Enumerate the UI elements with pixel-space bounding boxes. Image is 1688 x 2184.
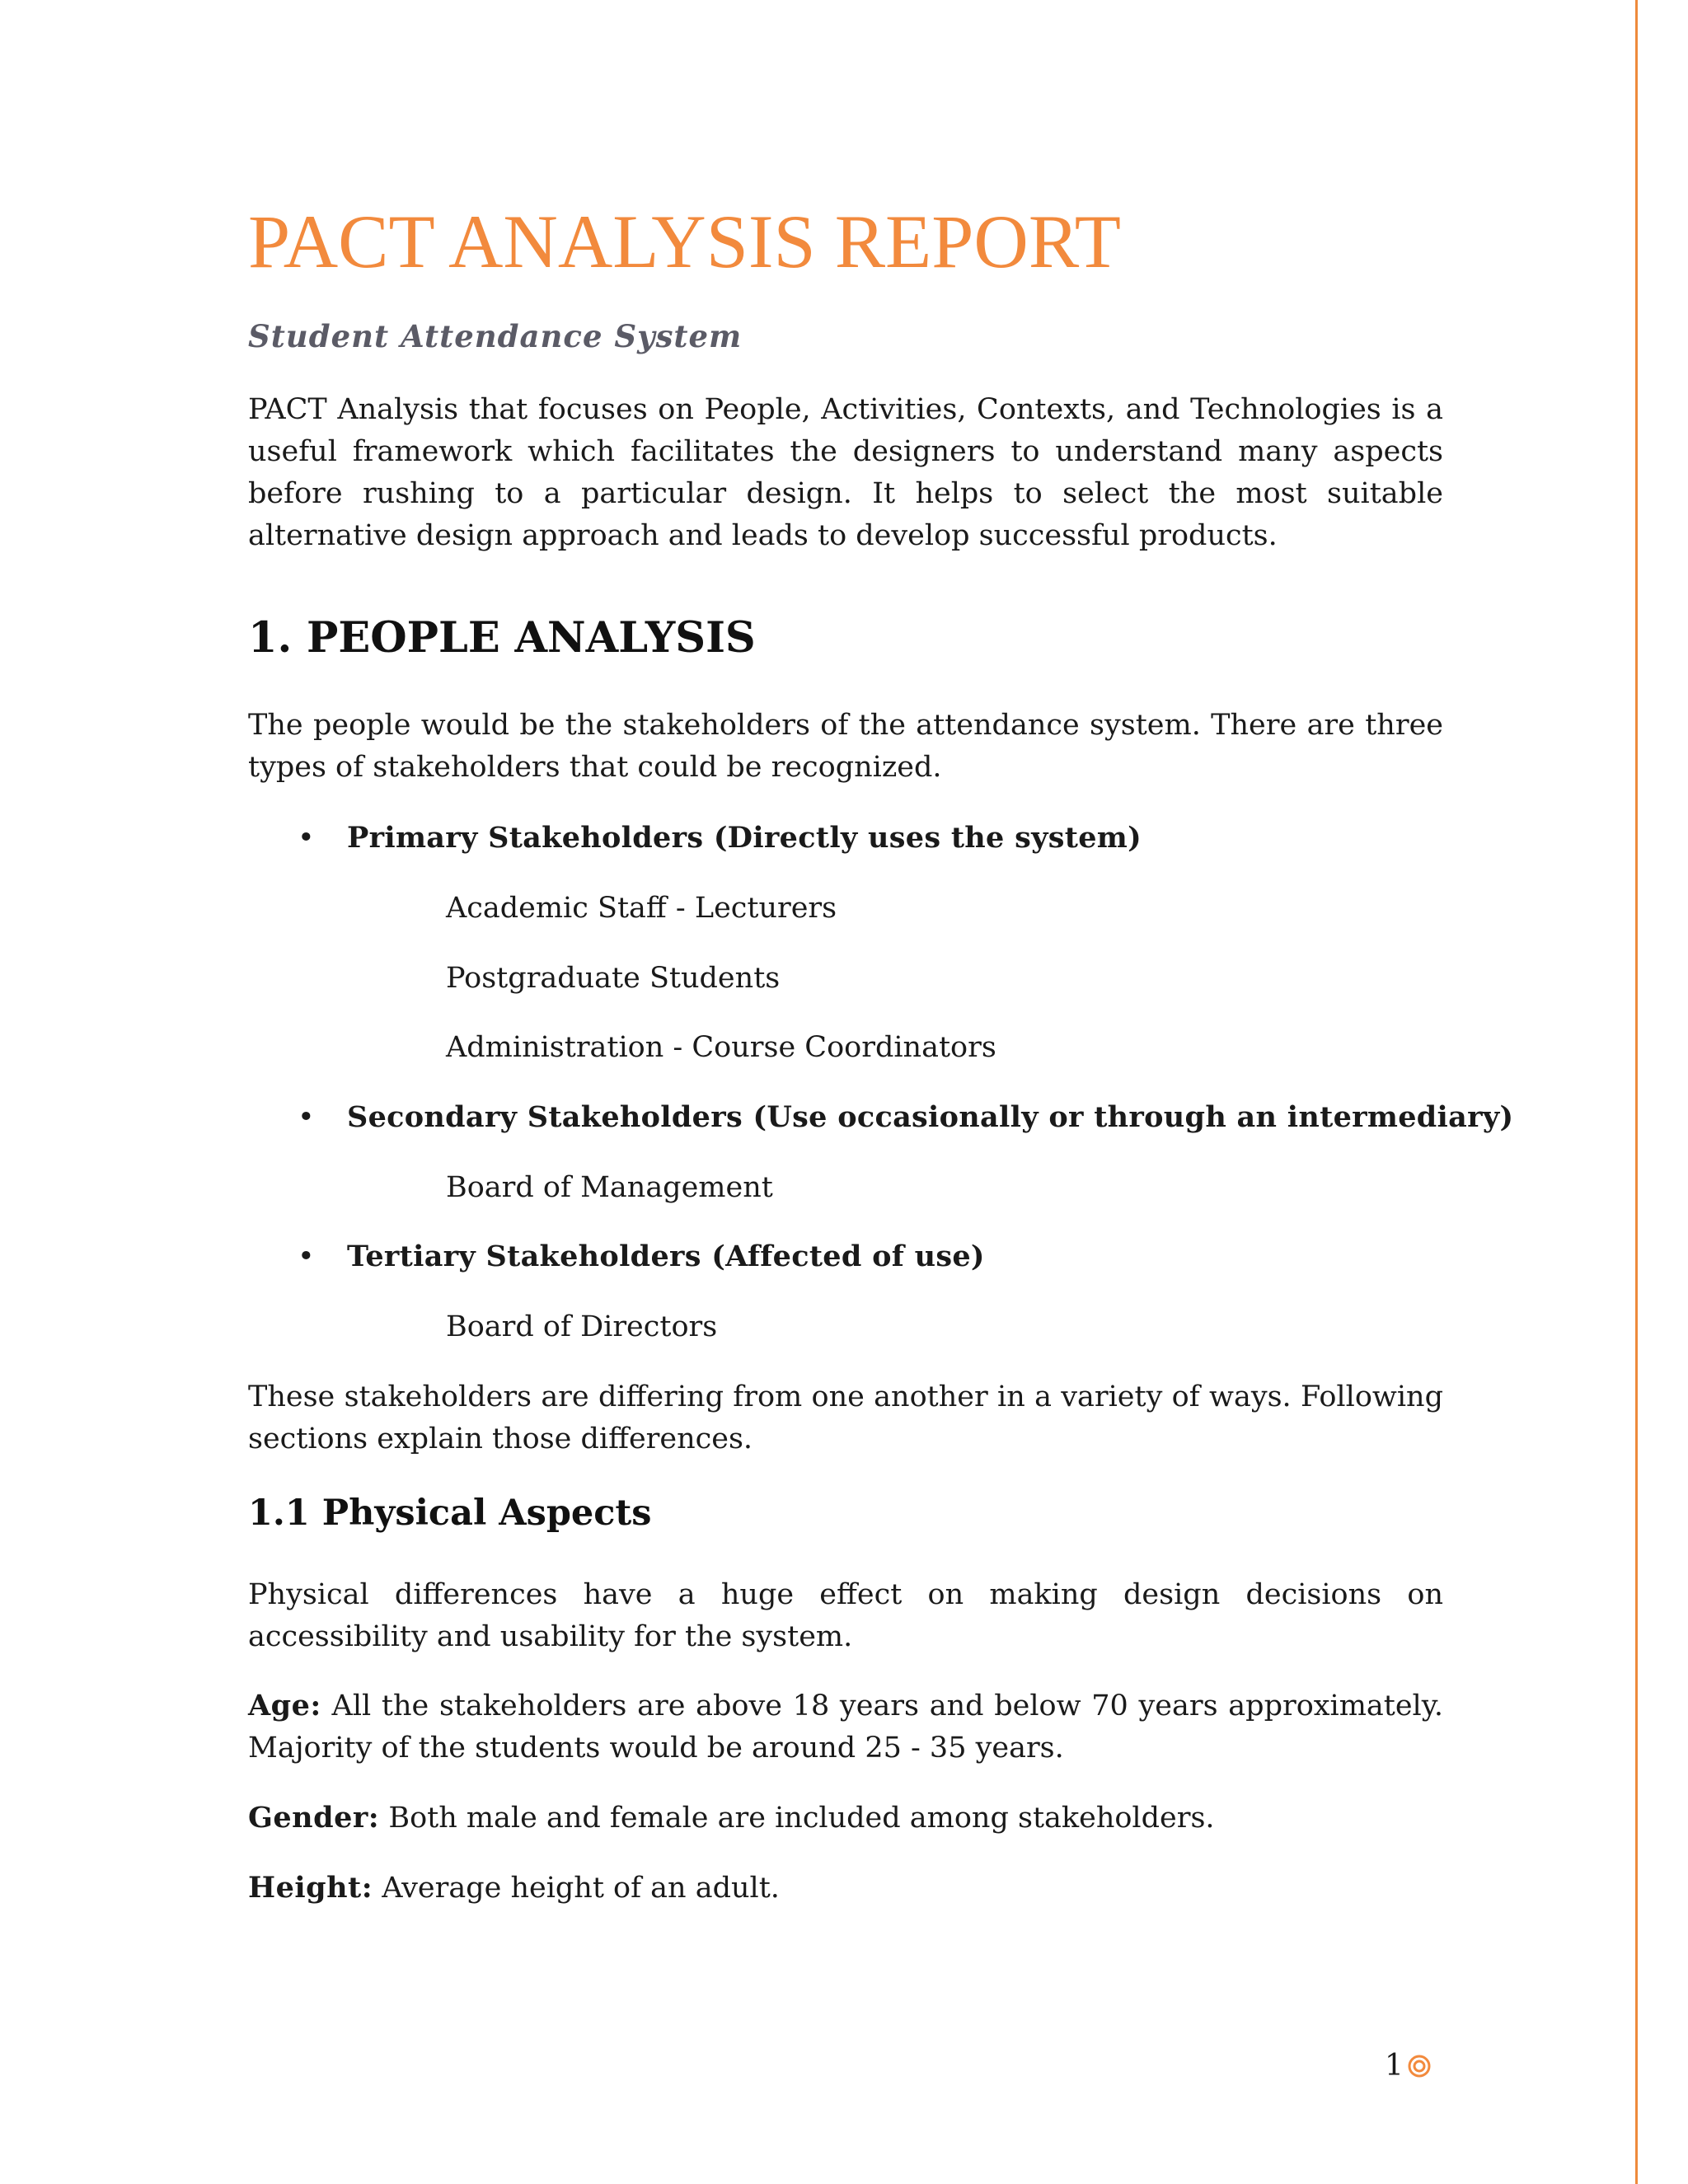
target-ring-icon <box>1407 2054 1432 2079</box>
intro-paragraph: PACT Analysis that focuses on People, Activities, Contexts, and Technologies is a useful framework which facilitates the designers to understand many aspects before rushing to a particular design. It helps to select the most suitable alternative design approach and leads to develop successful products. <box>248 393 1443 552</box>
people-intro-paragraph: The people would be the stakeholders of the attendance system. There are three types of stakeholders that could be recognized. <box>248 709 1443 784</box>
age-text: All the stakeholders are above 18 years and below 70 years approximately. Majority of the students would be around 25 - 35 years. <box>248 1690 1443 1765</box>
stakeholder-item: Board of Directors <box>446 1310 718 1343</box>
gender-text: Both male and female are included among stakeholders. <box>379 1802 1215 1835</box>
age-label: Age: <box>248 1689 321 1722</box>
section-heading-people-analysis: 1. PEOPLE ANALYSIS <box>248 613 756 663</box>
bullet-label: Secondary Stakeholders (Use occasionally or through an intermediary) <box>347 1100 1514 1134</box>
page-margin-rule <box>1635 0 1638 2184</box>
stakeholder-item: Academic Staff - Lecturers <box>446 892 837 925</box>
age-paragraph <box>248 1685 1443 1769</box>
page-number-text: 1 <box>1385 2049 1404 2083</box>
bullet-primary-stakeholders <box>298 818 1142 859</box>
document-subtitle: Student Attendance System <box>248 318 743 354</box>
stakeholder-item: Board of Management <box>446 1171 773 1204</box>
height-text: Average height of an adult. <box>373 1872 780 1905</box>
gender-paragraph <box>248 1797 1443 1840</box>
page-number <box>1385 2046 1432 2087</box>
bullet-icon: • <box>298 822 315 855</box>
gender-label: Gender: <box>248 1801 380 1835</box>
physical-intro-paragraph: Physical differences have a huge effect on making design decisions on accessibility and usability for the system. <box>248 1578 1443 1653</box>
bullet-label: Tertiary Stakeholders (Affected of use) <box>347 1240 985 1273</box>
document-title: PACT ANALYSIS REPORT <box>248 199 1121 284</box>
bullet-icon: • <box>298 1240 315 1273</box>
section-heading-physical-aspects: 1.1 Physical Aspects <box>248 1493 652 1534</box>
bullet-label: Primary Stakeholders (Directly uses the system) <box>347 821 1142 855</box>
height-label: Height: <box>248 1871 373 1905</box>
bullet-tertiary-stakeholders <box>298 1236 985 1277</box>
stakeholder-item: Postgraduate Students <box>446 962 781 995</box>
bullet-icon: • <box>298 1101 315 1134</box>
height-paragraph <box>248 1867 1443 1910</box>
stakeholder-item: Administration - Course Coordinators <box>446 1031 996 1064</box>
bullet-secondary-stakeholders <box>298 1097 1513 1138</box>
stakeholders-outro-paragraph: These stakeholders are differing from one another in a variety of ways. Following sections explain those differences. <box>248 1380 1443 1455</box>
